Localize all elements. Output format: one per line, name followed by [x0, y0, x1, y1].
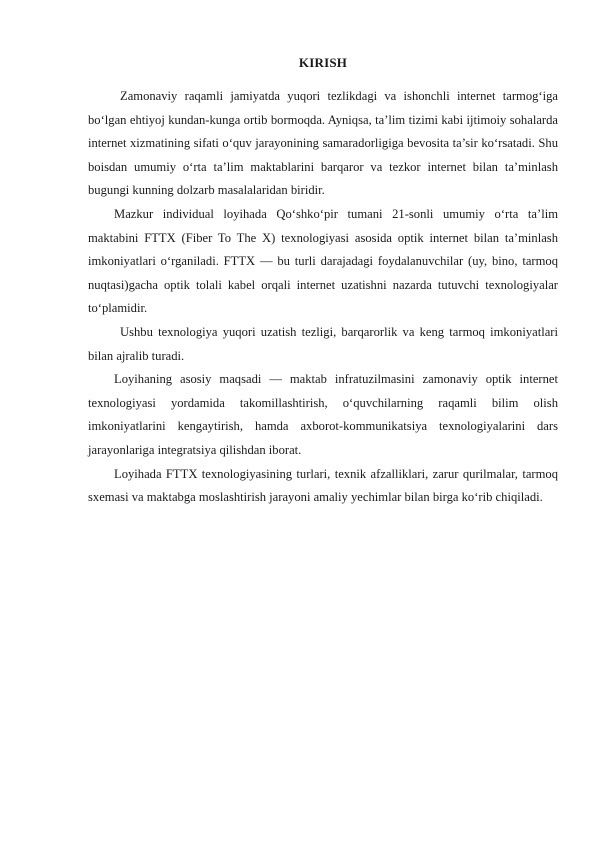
page-title: KIRISH: [298, 55, 348, 70]
paragraph-project: Mazkur individual loyihada Qo‘shko‘pir tumani 21-sonli umumiy o‘rta ta’lim maktabini FTTX (Fiber To The X) texnologiyasi asosida optik internet bilan ta’minlash imkoniyatlari o‘rganiladi. FTTX — bu turli darajadagi foydalanuvchilar (uy, bino, tarmoq nuqtasi)gacha optik tolali kabel orqali internet uzatishni nazarda tutuvchi texnologiyalar to‘plamidir.: [88, 206, 558, 316]
paragraph-technology: Ushbu texnologiya yuqori uzatish tezligi, barqarorlik va keng tarmoq imkoniyatlari bilan ajralib turadi.: [88, 324, 558, 363]
paragraph-scope: Loyihada FTTX texnologiyasining turlari, texnik afzalliklari, zarur qurilmalar, tarmoq sxemasi va maktabga moslashtirish jarayoni amaliy yechimlar bilan birga ko‘rib chiqiladi.: [88, 466, 558, 505]
document-body: [88, 55, 558, 510]
paragraph-intro: Zamonaviy raqamli jamiyatda yuqori tezlikdagi va ishonchli internet tarmog‘iga bo‘lgan ehtiyoj kundan-kunga ortib bormoqda. Ayniqsa, ta’lim tizimi kabi ijtimoiy sohalarda internet xizmatining sifati o‘quv jarayonining samaradorligiga bevosita ta’sir ko‘rsatadi. Shu boisdan umumiy o‘rta ta’lim maktablarini barqaror va tezkor internet bilan ta’minlash bugungi kunning dolzarb masalalaridan biridir.: [88, 89, 558, 198]
paragraph-goal: Loyihaning asosiy maqsadi — maktab infratuzilmasini zamonaviy optik internet texnologiyasi yordamida takomillashtirish, o‘quvchilarning raqamli bilim olish imkoniyatlarini kengaytirish, hamda axborot-kommunikatsiya texnologiyalarini dars jarayonlariga integratsiya qilishdan iborat.: [88, 372, 558, 457]
